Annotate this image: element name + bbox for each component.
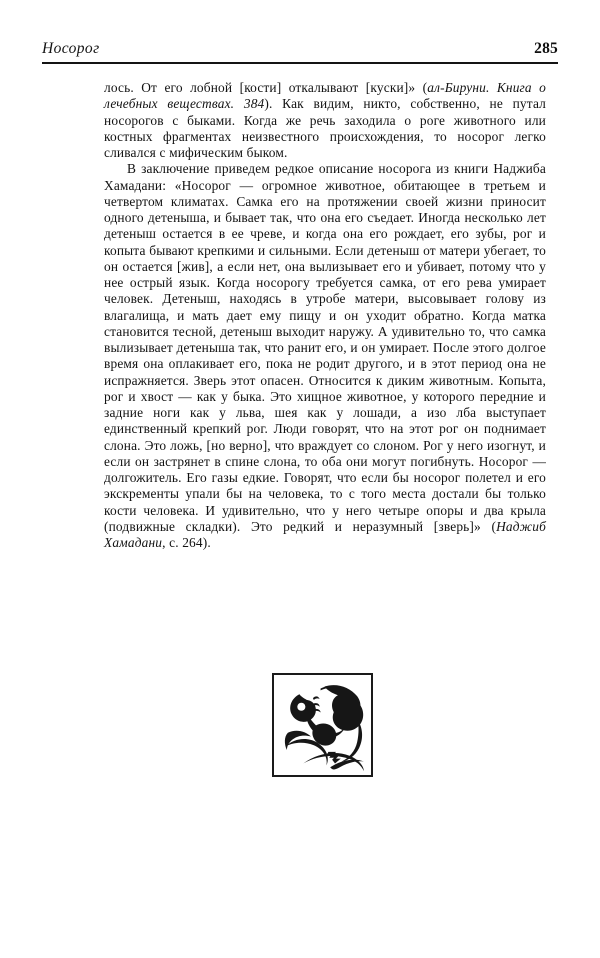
- header-rule: [42, 62, 558, 64]
- chapter-illustration: [272, 673, 373, 777]
- running-head: [42, 40, 558, 62]
- paragraph-2-run-0: В заключение приведем редкое описание носорога из книги Наджиба Хамадани: «Носорог — огромное животное, обитающее в третьем и четвертом климатах. Самка его на протяжении своей жизни приносит одного детеныша, и бывает так, что она его съедает. Иногда несколько лет детеныш остается в ее чреве, и когда она его рождает, его зубы, рог и копыта бывают крепкими и сильными. Если детеныш от матери убегает, то он остается [жив], а если нет, она вылизывает его и убивает, потому что у нее острый язык. Когда носорогу требуется самка, от его рева умирает человек. Детеныш, находясь в утробе матери, высовывает голову из влагалища, и мать дает ему пищу и он уходит обратно. Когда матка становится тесной, детеныш выходит наружу. А удивительно то, что самка вылизывает детеныша так, что ранит его, и он умирает. После этого долгое время она оплакивает его, пока не родит другого, и в этот период она не испражняется. Зверь этот опасен. Относится к диким животным. Копыта, рог и хвост — как у быка. Это хищное животное, у которого передние и задние ноги как у льва, шея как у лошади, а изо лба выступает единственный крепкий рог. Люди говорят, что на этот рог он поднимает слона. Это ложь, [но верно], что враждует со слоном. Рог у него изогнут, и если он застрянет в спине слона, то оба они могут погибнуть. Носорог — долгожитель. Его газы едкие. Говорят, что если бы носорог полетел и его экскременты упали бы на человека, то с того места достали бы только кости человека. И удивительно, что у него четыре опоры и два крыла (подвижные складки). Это редкий и неразумный [зверь]» (: [104, 161, 546, 534]
- paragraph-2-run-2: , с. 264).: [162, 535, 211, 550]
- illustration-ink: [285, 685, 364, 771]
- paragraph-1-run-2: ). Как видим, никто, собственно, не путал носорогов с быками. Когда же речь заходила о роге животного или костных фрагментах неизвестного происхождения, то носорог легко сливался с мифическим быком.: [104, 96, 546, 160]
- paragraph-1-run-1: ал-Бируни. Книга о лечебных веществах. 384: [104, 80, 546, 112]
- paragraph-1: [104, 80, 546, 161]
- running-head-title: Носорог: [42, 40, 100, 57]
- paragraph-1-run-0: лось. От его лобной [кости] откалывают [куски]» (: [104, 80, 428, 95]
- body-text-block: [104, 80, 546, 551]
- paragraph-2: [104, 161, 546, 551]
- paragraph-2-run-1: Наджиб Хамадани: [104, 518, 546, 550]
- page-number: 285: [534, 40, 558, 57]
